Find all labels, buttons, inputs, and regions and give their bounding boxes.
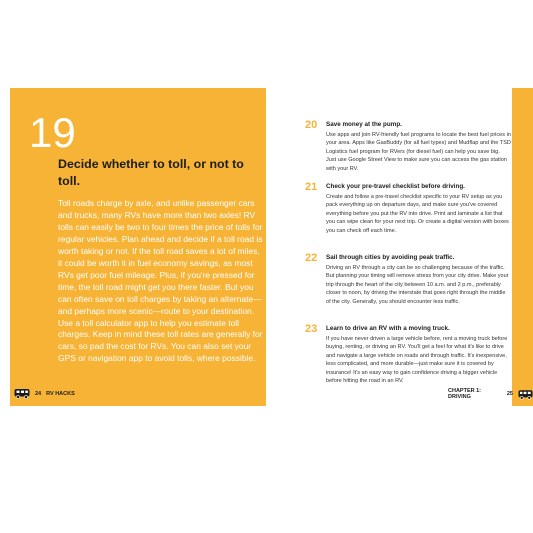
footer-chapter-title: CHAPTER 1: DRIVING	[448, 388, 482, 400]
footer-right	[448, 388, 533, 400]
rv-icon	[14, 388, 30, 399]
item-body: Driving an RV through a city can be so challenging because of the traffic. But planning your timing will remove stress from your city drive. Make your trip through the heart of the city between 10 a.m. and 2 p.m., preferably closer to noon, by driving the interstate that goes right through the middle of the city. Generally, you should encounter less traffic.	[326, 265, 509, 305]
right-page-color-strip	[512, 88, 533, 406]
rv-icon	[518, 389, 533, 400]
item-number: 21	[305, 181, 318, 193]
item-number: 23	[305, 323, 318, 335]
footer-left	[14, 388, 75, 399]
footer-page-number-right: 25	[506, 391, 513, 397]
item-body: If you have never driven a large vehicle before, rent a moving truck before buying, renting, or driving an RV. You'll get a feel for what it's like to drive and navigate a large vehicle on roads and through traffic. It's inexpensive, less complicated, and more durable—just make sure it is covered by insurance! It's an easy way to gain confidence driving a bigger vehicle before hitting the road in an RV.	[326, 336, 508, 385]
hack-number: 19	[29, 109, 76, 156]
item-title: Save money at the pump.	[326, 121, 402, 128]
item-title: Check your pre-travel checklist before driving.	[326, 183, 465, 190]
footer-book-title: RV HACKS	[46, 390, 75, 397]
hack-title: Decide whether to toll, or not to toll.	[58, 157, 244, 188]
item-title: Sail through cities by avoiding peak traffic.	[326, 254, 455, 261]
item-title: Learn to drive an RV with a moving truck.	[326, 325, 450, 332]
hack-body: Toll roads charge by axle, and unlike passenger cars and trucks, many RVs have more than two axles! RV tolls can easily be two to four times the price of tolls for regular vehicles. Plan ahead and decide if a toll road is worth taking or not. If the toll road saves a lot of miles, it could be worth it in fuel economy savings, as most RVs get poor fuel mileage. Plus, if you're pressed for time, the toll road might get you there faster. But you can often save on toll charges by taking an alternate—and perhaps more scenic—route to your destination. Use a toll calculator app to help you estimate toll charges. Keep in mind these toll rates are generally for cars, so pad the cost for RVs. You can also set your GPS or navigation app to avoid tolls, where possible.	[58, 198, 263, 364]
item-body: Use apps and join RV-friendly fuel programs to locate the best fuel prices in your area. Apps like GasBuddy (for all fuel types) and Mudflap and the TSD Logistics fuel program for RVers (for diesel fuel) can help you save big. Just use Google Street View to make sure you can access the gas station with your RV.	[326, 132, 511, 172]
item-number: 20	[305, 119, 318, 131]
item-number: 22	[305, 252, 318, 264]
item-body: Create and follow a pre-travel checklist specific to your RV setup as you pack everything up on departure days, and make sure you've covered everything before you put the RV into drive. Print and laminate a list that you can wipe clean for your next trip. Or create a digital version with boxes you can check off each time.	[326, 194, 509, 234]
footer-page-number-left: 24	[35, 390, 42, 397]
